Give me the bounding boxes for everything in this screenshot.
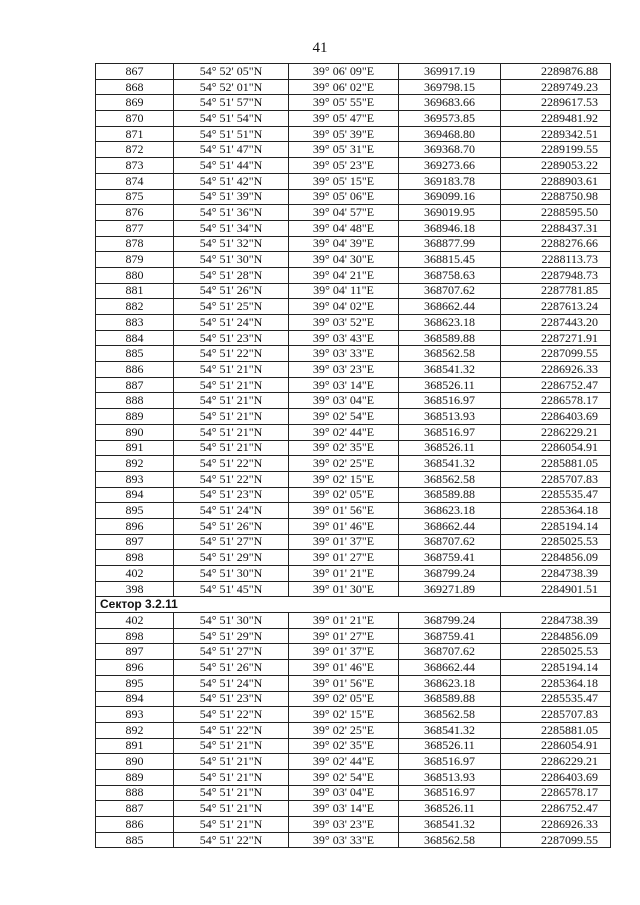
latitude: 54° 51' 21"N [174, 738, 289, 754]
longitude: 39° 03' 52"E [289, 315, 399, 331]
point-number: 893 [96, 471, 174, 487]
point-number: 888 [96, 393, 174, 409]
table-row [96, 660, 611, 676]
longitude: 39° 03' 04"E [289, 393, 399, 409]
longitude: 39° 04' 02"E [289, 299, 399, 315]
coord-y: 2284738.39 [501, 613, 611, 629]
latitude: 54° 51' 22"N [174, 832, 289, 848]
latitude: 54° 51' 24"N [174, 315, 289, 331]
table-row [96, 283, 611, 299]
point-number: 894 [96, 487, 174, 503]
coord-y: 2285025.53 [501, 534, 611, 550]
coord-x: 368526.11 [399, 738, 501, 754]
latitude: 54° 51' 34"N [174, 220, 289, 236]
table-row [96, 205, 611, 221]
longitude: 39° 05' 39"E [289, 126, 399, 142]
coord-y: 2287099.55 [501, 832, 611, 848]
latitude: 54° 51' 47"N [174, 142, 289, 158]
point-number: 898 [96, 550, 174, 566]
coord-x: 368877.99 [399, 236, 501, 252]
longitude: 39° 02' 54"E [289, 769, 399, 785]
latitude: 54° 51' 22"N [174, 346, 289, 362]
table-row [96, 111, 611, 127]
coord-y: 2286926.33 [501, 817, 611, 833]
latitude: 54° 51' 21"N [174, 754, 289, 770]
coord-x: 368562.58 [399, 471, 501, 487]
point-number: 873 [96, 158, 174, 174]
coord-x: 369917.19 [399, 64, 501, 80]
point-number: 890 [96, 754, 174, 770]
coord-y: 2286752.47 [501, 801, 611, 817]
coord-x: 368707.62 [399, 534, 501, 550]
longitude: 39° 05' 55"E [289, 95, 399, 111]
coord-y: 2288750.98 [501, 189, 611, 205]
table-row [96, 785, 611, 801]
point-number: 894 [96, 691, 174, 707]
point-number: 897 [96, 644, 174, 660]
point-number: 888 [96, 785, 174, 801]
table-row [96, 534, 611, 550]
coord-x: 368516.97 [399, 785, 501, 801]
longitude: 39° 05' 47"E [289, 111, 399, 127]
coord-y: 2284738.39 [501, 566, 611, 582]
latitude: 54° 51' 26"N [174, 518, 289, 534]
coord-x: 369573.85 [399, 111, 501, 127]
coord-x: 368946.18 [399, 220, 501, 236]
coord-y: 2289199.55 [501, 142, 611, 158]
latitude: 54° 51' 54"N [174, 111, 289, 127]
coord-y: 2284856.09 [501, 550, 611, 566]
point-number: 877 [96, 220, 174, 236]
longitude: 39° 04' 21"E [289, 267, 399, 283]
longitude: 39° 03' 43"E [289, 330, 399, 346]
latitude: 54° 51' 23"N [174, 330, 289, 346]
point-number: 897 [96, 534, 174, 550]
point-number: 874 [96, 173, 174, 189]
coord-y: 2285025.53 [501, 644, 611, 660]
coord-x: 368623.18 [399, 503, 501, 519]
coord-x: 368516.97 [399, 393, 501, 409]
latitude: 54° 51' 23"N [174, 691, 289, 707]
coord-y: 2286578.17 [501, 393, 611, 409]
longitude: 39° 02' 15"E [289, 707, 399, 723]
longitude: 39° 03' 33"E [289, 832, 399, 848]
coord-x: 369183.78 [399, 173, 501, 189]
longitude: 39° 03' 33"E [289, 346, 399, 362]
longitude: 39° 05' 23"E [289, 158, 399, 174]
table-row [96, 581, 611, 597]
point-number: 867 [96, 64, 174, 80]
table-row [96, 440, 611, 456]
latitude: 54° 51' 21"N [174, 785, 289, 801]
coord-x: 369099.16 [399, 189, 501, 205]
coord-y: 2289876.88 [501, 64, 611, 80]
point-number: 868 [96, 79, 174, 95]
coord-y: 2284856.09 [501, 628, 611, 644]
coord-x: 368513.93 [399, 769, 501, 785]
latitude: 54° 51' 28"N [174, 267, 289, 283]
table-row [96, 487, 611, 503]
coord-x: 368526.11 [399, 377, 501, 393]
table-row [96, 503, 611, 519]
longitude: 39° 03' 14"E [289, 801, 399, 817]
table-row [96, 220, 611, 236]
table-row [96, 675, 611, 691]
latitude: 54° 51' 30"N [174, 566, 289, 582]
coord-x: 369271.89 [399, 581, 501, 597]
longitude: 39° 05' 31"E [289, 142, 399, 158]
point-number: 869 [96, 95, 174, 111]
point-number: 883 [96, 315, 174, 331]
point-number: 872 [96, 142, 174, 158]
latitude: 54° 52' 01"N [174, 79, 289, 95]
coord-y: 2288437.31 [501, 220, 611, 236]
latitude: 54° 51' 30"N [174, 613, 289, 629]
table-row [96, 299, 611, 315]
longitude: 39° 02' 25"E [289, 722, 399, 738]
latitude: 54° 51' 36"N [174, 205, 289, 221]
latitude: 54° 51' 21"N [174, 362, 289, 378]
table-row [96, 377, 611, 393]
longitude: 39° 02' 54"E [289, 409, 399, 425]
coord-y: 2285364.18 [501, 675, 611, 691]
coord-y: 2286054.91 [501, 738, 611, 754]
latitude: 54° 51' 24"N [174, 503, 289, 519]
longitude: 39° 04' 48"E [289, 220, 399, 236]
coord-x: 368589.88 [399, 691, 501, 707]
latitude: 54° 51' 21"N [174, 801, 289, 817]
table-row [96, 691, 611, 707]
longitude: 39° 06' 09"E [289, 64, 399, 80]
table-row [96, 613, 611, 629]
coord-x: 368799.24 [399, 613, 501, 629]
coord-x: 368541.32 [399, 362, 501, 378]
longitude: 39° 01' 27"E [289, 550, 399, 566]
longitude: 39° 02' 35"E [289, 738, 399, 754]
coord-x: 368623.18 [399, 675, 501, 691]
coord-x: 368513.93 [399, 409, 501, 425]
longitude: 39° 03' 04"E [289, 785, 399, 801]
point-number: 878 [96, 236, 174, 252]
table-row [96, 707, 611, 723]
point-number: 885 [96, 832, 174, 848]
table-row [96, 409, 611, 425]
latitude: 54° 51' 25"N [174, 299, 289, 315]
coord-x: 368662.44 [399, 518, 501, 534]
latitude: 54° 51' 22"N [174, 456, 289, 472]
coord-x: 369683.66 [399, 95, 501, 111]
point-number: 895 [96, 675, 174, 691]
coord-x: 368516.97 [399, 424, 501, 440]
coord-y: 2286403.69 [501, 409, 611, 425]
latitude: 54° 51' 21"N [174, 769, 289, 785]
longitude: 39° 05' 15"E [289, 173, 399, 189]
longitude: 39° 02' 05"E [289, 487, 399, 503]
coord-x: 368707.62 [399, 644, 501, 660]
point-number: 891 [96, 440, 174, 456]
coord-x: 369798.15 [399, 79, 501, 95]
coord-x: 368589.88 [399, 330, 501, 346]
point-number: 887 [96, 801, 174, 817]
latitude: 54° 51' 21"N [174, 817, 289, 833]
coord-y: 2286752.47 [501, 377, 611, 393]
latitude: 54° 51' 26"N [174, 660, 289, 676]
point-number: 882 [96, 299, 174, 315]
point-number: 889 [96, 409, 174, 425]
coord-y: 2289053.22 [501, 158, 611, 174]
longitude: 39° 02' 05"E [289, 691, 399, 707]
point-number: 880 [96, 267, 174, 283]
coord-x: 368707.62 [399, 283, 501, 299]
coord-y: 2285881.05 [501, 456, 611, 472]
table-row [96, 267, 611, 283]
point-number: 891 [96, 738, 174, 754]
point-number: 893 [96, 707, 174, 723]
table-row [96, 769, 611, 785]
coord-y: 2285707.83 [501, 471, 611, 487]
latitude: 54° 51' 22"N [174, 707, 289, 723]
coord-x: 368562.58 [399, 832, 501, 848]
longitude: 39° 03' 23"E [289, 362, 399, 378]
coord-x: 368758.63 [399, 267, 501, 283]
point-number: 402 [96, 566, 174, 582]
coord-y: 2289481.92 [501, 111, 611, 127]
table-row [96, 330, 611, 346]
longitude: 39° 01' 56"E [289, 503, 399, 519]
table-row [96, 518, 611, 534]
table-row [96, 393, 611, 409]
coord-y: 2285707.83 [501, 707, 611, 723]
coord-x: 368662.44 [399, 660, 501, 676]
coord-y: 2287948.73 [501, 267, 611, 283]
longitude: 39° 04' 30"E [289, 252, 399, 268]
coord-x: 369273.66 [399, 158, 501, 174]
coord-x: 368623.18 [399, 315, 501, 331]
longitude: 39° 01' 46"E [289, 518, 399, 534]
coord-x: 368516.97 [399, 754, 501, 770]
latitude: 54° 51' 21"N [174, 377, 289, 393]
coord-y: 2286403.69 [501, 769, 611, 785]
coord-y: 2287443.20 [501, 315, 611, 331]
longitude: 39° 02' 35"E [289, 440, 399, 456]
coord-x: 369468.80 [399, 126, 501, 142]
longitude: 39° 01' 37"E [289, 534, 399, 550]
coord-y: 2285535.47 [501, 691, 611, 707]
table-row [96, 142, 611, 158]
coord-x: 368562.58 [399, 707, 501, 723]
point-number: 884 [96, 330, 174, 346]
longitude: 39° 01' 37"E [289, 644, 399, 660]
coord-x: 368662.44 [399, 299, 501, 315]
point-number: 890 [96, 424, 174, 440]
point-number: 896 [96, 660, 174, 676]
longitude: 39° 02' 44"E [289, 754, 399, 770]
longitude: 39° 02' 25"E [289, 456, 399, 472]
coord-x: 368759.41 [399, 550, 501, 566]
table-row [96, 738, 611, 754]
latitude: 54° 51' 26"N [174, 283, 289, 299]
longitude: 39° 05' 06"E [289, 189, 399, 205]
table-row [96, 95, 611, 111]
latitude: 54° 51' 21"N [174, 393, 289, 409]
longitude: 39° 01' 21"E [289, 613, 399, 629]
longitude: 39° 01' 27"E [289, 628, 399, 644]
table-row [96, 471, 611, 487]
point-number: 898 [96, 628, 174, 644]
point-number: 886 [96, 817, 174, 833]
table-row [96, 126, 611, 142]
coord-y: 2287271.91 [501, 330, 611, 346]
coord-x: 369019.95 [399, 205, 501, 221]
latitude: 54° 51' 22"N [174, 471, 289, 487]
longitude: 39° 04' 57"E [289, 205, 399, 221]
coord-y: 2285364.18 [501, 503, 611, 519]
latitude: 54° 51' 51"N [174, 126, 289, 142]
coord-y: 2289617.53 [501, 95, 611, 111]
longitude: 39° 01' 30"E [289, 581, 399, 597]
coord-y: 2288903.61 [501, 173, 611, 189]
coord-x: 368541.32 [399, 817, 501, 833]
latitude: 54° 51' 32"N [174, 236, 289, 252]
table-row [96, 79, 611, 95]
latitude: 54° 51' 30"N [174, 252, 289, 268]
point-number: 881 [96, 283, 174, 299]
latitude: 54° 51' 27"N [174, 534, 289, 550]
table-row [96, 817, 611, 833]
table-row [96, 362, 611, 378]
coord-y: 2286229.21 [501, 754, 611, 770]
coord-y: 2288113.73 [501, 252, 611, 268]
coord-x: 368562.58 [399, 346, 501, 362]
coord-x: 369368.70 [399, 142, 501, 158]
latitude: 54° 51' 24"N [174, 675, 289, 691]
table-row [96, 236, 611, 252]
coord-x: 368526.11 [399, 440, 501, 456]
coord-y: 2286926.33 [501, 362, 611, 378]
table-row [96, 832, 611, 848]
point-number: 870 [96, 111, 174, 127]
coord-x: 368541.32 [399, 722, 501, 738]
point-number: 892 [96, 456, 174, 472]
table-row [96, 158, 611, 174]
latitude: 54° 51' 23"N [174, 487, 289, 503]
table-row [96, 315, 611, 331]
point-number: 887 [96, 377, 174, 393]
coord-y: 2285194.14 [501, 660, 611, 676]
latitude: 54° 51' 27"N [174, 644, 289, 660]
coord-y: 2287613.24 [501, 299, 611, 315]
longitude: 39° 02' 15"E [289, 471, 399, 487]
coord-y: 2287781.85 [501, 283, 611, 299]
point-number: 871 [96, 126, 174, 142]
point-number: 879 [96, 252, 174, 268]
table-row [96, 550, 611, 566]
table-row [96, 64, 611, 80]
latitude: 54° 51' 21"N [174, 424, 289, 440]
coord-y: 2286578.17 [501, 785, 611, 801]
coord-y: 2288276.66 [501, 236, 611, 252]
longitude: 39° 01' 46"E [289, 660, 399, 676]
coord-x: 368815.45 [399, 252, 501, 268]
table-row [96, 722, 611, 738]
point-number: 886 [96, 362, 174, 378]
latitude: 54° 51' 57"N [174, 95, 289, 111]
longitude: 39° 03' 23"E [289, 817, 399, 833]
coord-y: 2285881.05 [501, 722, 611, 738]
point-number: 876 [96, 205, 174, 221]
coord-y: 2288595.50 [501, 205, 611, 221]
coord-x: 368526.11 [399, 801, 501, 817]
latitude: 54° 51' 39"N [174, 189, 289, 205]
point-number: 875 [96, 189, 174, 205]
table-row [96, 801, 611, 817]
coord-y: 2287099.55 [501, 346, 611, 362]
longitude: 39° 06' 02"E [289, 79, 399, 95]
point-number: 398 [96, 581, 174, 597]
coord-y: 2289749.23 [501, 79, 611, 95]
coord-y: 2284901.51 [501, 581, 611, 597]
longitude: 39° 01' 21"E [289, 566, 399, 582]
coordinates-table [95, 63, 611, 848]
longitude: 39° 02' 44"E [289, 424, 399, 440]
table-row [96, 754, 611, 770]
longitude: 39° 01' 56"E [289, 675, 399, 691]
sector-heading: Сектор 3.2.11 [96, 597, 611, 613]
coord-x: 368541.32 [399, 456, 501, 472]
table-row [96, 628, 611, 644]
latitude: 54° 51' 21"N [174, 409, 289, 425]
latitude: 54° 51' 29"N [174, 628, 289, 644]
longitude: 39° 04' 11"E [289, 283, 399, 299]
table-row [96, 456, 611, 472]
coord-x: 368589.88 [399, 487, 501, 503]
table-row [96, 644, 611, 660]
latitude: 54° 51' 22"N [174, 722, 289, 738]
table-row [96, 566, 611, 582]
latitude: 54° 51' 21"N [174, 440, 289, 456]
table-row [96, 189, 611, 205]
coord-y: 2286229.21 [501, 424, 611, 440]
latitude: 54° 51' 29"N [174, 550, 289, 566]
sector-heading-row [96, 597, 611, 613]
latitude: 54° 52' 05"N [174, 64, 289, 80]
table-row [96, 173, 611, 189]
coord-y: 2286054.91 [501, 440, 611, 456]
latitude: 54° 51' 45"N [174, 581, 289, 597]
point-number: 885 [96, 346, 174, 362]
coord-x: 368759.41 [399, 628, 501, 644]
table-row [96, 424, 611, 440]
latitude: 54° 51' 42"N [174, 173, 289, 189]
latitude: 54° 51' 44"N [174, 158, 289, 174]
point-number: 889 [96, 769, 174, 785]
page-number: 41 [312, 40, 328, 56]
coord-y: 2289342.51 [501, 126, 611, 142]
coord-y: 2285194.14 [501, 518, 611, 534]
longitude: 39° 04' 39"E [289, 236, 399, 252]
point-number: 895 [96, 503, 174, 519]
table-row [96, 346, 611, 362]
point-number: 402 [96, 613, 174, 629]
coord-y: 2285535.47 [501, 487, 611, 503]
point-number: 892 [96, 722, 174, 738]
coord-x: 368799.24 [399, 566, 501, 582]
point-number: 896 [96, 518, 174, 534]
longitude: 39° 03' 14"E [289, 377, 399, 393]
table-row [96, 252, 611, 268]
